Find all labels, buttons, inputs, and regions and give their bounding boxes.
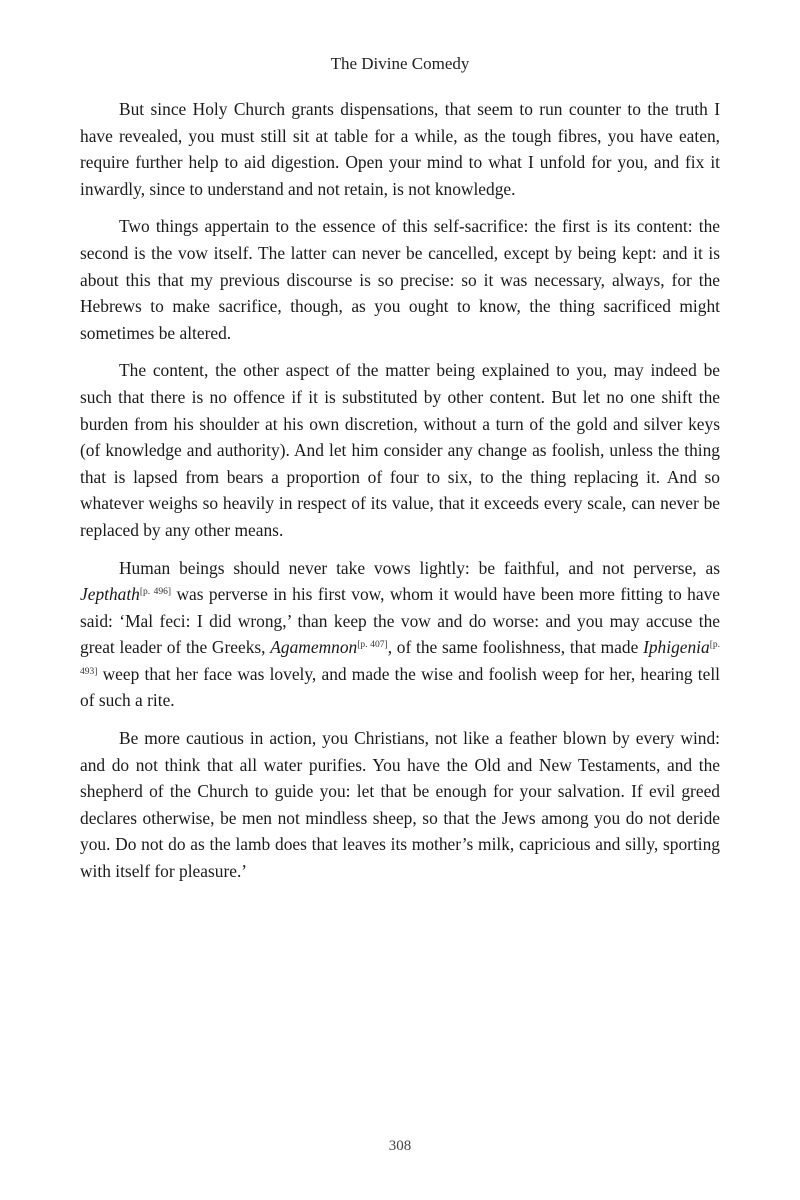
paragraph-4-text-1: Human beings should never take vows lightly: be faithful, and not perverse, as (119, 557, 720, 578)
body-text (80, 96, 720, 896)
paragraph-4 (80, 555, 720, 715)
page-ref-jepthath[interactable]: [p. 496] (139, 587, 172, 598)
paragraph-4-text-3: , of the same foolishness, that made (387, 637, 644, 658)
paragraph-4-text-2: was perverse in his first vow, whom it would have been more fitting to have said: ‘Mal feci: I did wrong,’ than keep the vow and do worse: and you may accuse the great leader of the Greeks, (80, 584, 720, 658)
page-number: 308 (388, 1138, 412, 1154)
link-iphigenia[interactable]: Iphigenia (643, 637, 710, 658)
running-head: The Divine Comedy (330, 54, 470, 73)
paragraph-3: The content, the other aspect of the matter being explained to you, may indeed be such that there is no offence if it is substituted by other content. But let no one shift the burden from his shoulder at his own discretion, without a turn of the gold and silver keys (of knowledge and authority). And let him consider any change as foolish, unless the thing that is lapsed from bears a proportion of four to six, to the thing replacing it. And so whatever weighs so heavily in respect of its value, that it exceeds every scale, can never be replaced by any other means. (80, 360, 720, 540)
link-jepthath[interactable]: Jepthath (80, 584, 140, 605)
paragraph-2: Two things appertain to the essence of this self-sacrifice: the first is its content: the second is the vow itself. The latter can never be cancelled, except by being kept: and it is about this that my previous discourse is so precise: so it was necessary, always, for the Hebrews to make sacrifice, though, as you ought to know, the thing sacrificed might sometimes be altered. (80, 216, 720, 343)
paragraph-5: Be more cautious in action, you Christians, not like a feather blown by every wind: and do not think that all water purifies. You have the Old and New Testaments, and the shepherd of the Church to guide you: let that be enough for your salvation. If evil greed declares otherwise, be men not mindless sheep, so that the Jews among you do not deride you. Do not do as the lamb does that leaves its mother’s milk, capricious and silly, sporting with itself for pleasure.’ (80, 728, 720, 882)
paragraph-4-text-4: weep that her face was lovely, and made the wise and foolish weep for her, hearing tell of such a rite. (80, 663, 720, 711)
page-ref-iphigenia[interactable]: [p. 493] (80, 640, 721, 677)
page-ref-agamemnon[interactable]: [p. 407] (357, 640, 388, 651)
paragraph-1: But since Holy Church grants dispensations, that seem to run counter to the truth I have revealed, you must still sit at table for a while, as the tough fibres, you have eaten, require further help to aid digestion. Open your mind to what I unfold for you, and fix it inwardly, since to understand and not retain, is not knowledge. (80, 99, 720, 199)
link-agamemnon[interactable]: Agamemnon (270, 637, 358, 658)
